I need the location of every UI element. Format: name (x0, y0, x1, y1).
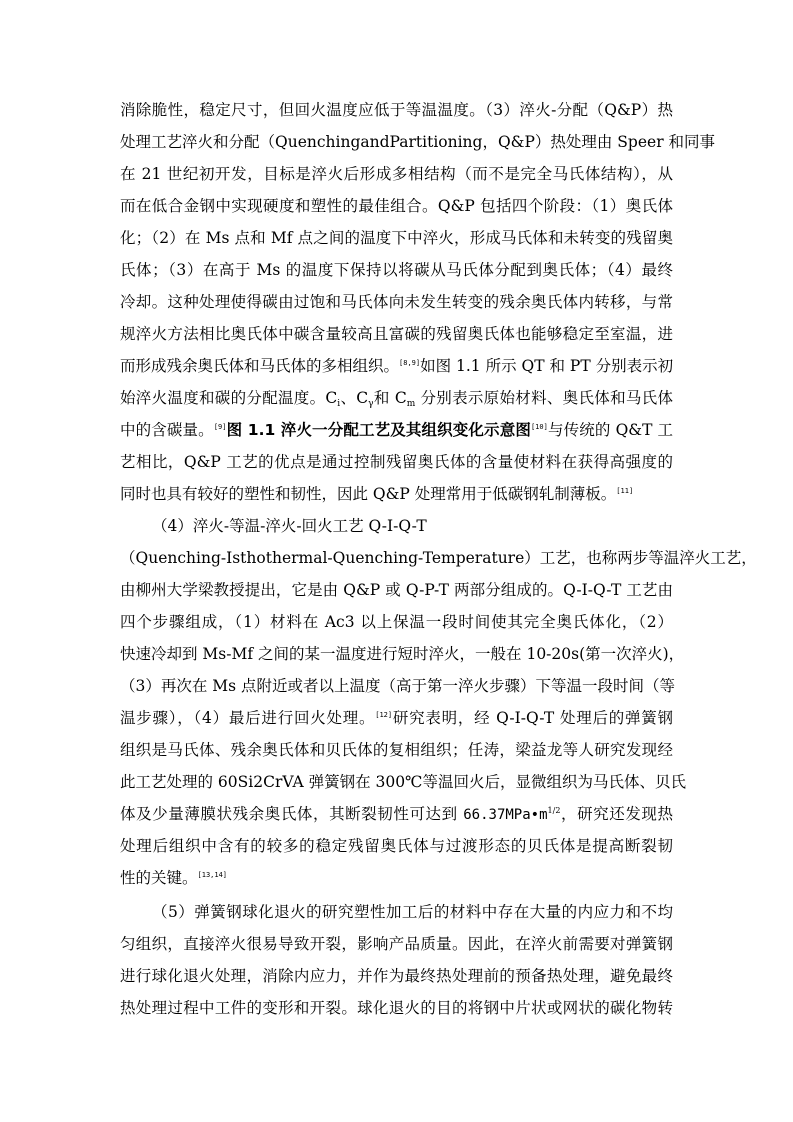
citation: [11] (616, 487, 634, 495)
superscript: 1/2 (547, 806, 561, 815)
text-line: 处理工艺淬火和分配（QuenchingandPartitioning，Q&P）热处理由 Speer 和同事 (120, 133, 716, 151)
text-line (120, 708, 673, 728)
citation: [9] (213, 423, 227, 431)
citation: [13,14] (197, 871, 228, 879)
subscript: γ (368, 399, 374, 409)
text-run: 与传统的 Q&T 工 (547, 421, 673, 439)
section-heading: （4）淬火-等温-淬火-回火工艺 Q-I-Q-T (152, 517, 427, 535)
text-line: 进行球化退火处理，消除内应力，并作为最终热处理前的预备热处理，避免最终 (120, 967, 673, 985)
text-run: 和 C (373, 389, 407, 407)
text-line: 热处理过程中工件的变形和开裂。球化退火的目的将钢中片状或网状的碳化物转 (120, 999, 673, 1017)
text-line: 快速冷却到 Ms-Mf 之间的某一温度进行短时淬火，一般在 10-20s(第一次淬火)， (120, 645, 685, 663)
text-run: 体及少量薄膜状残余奥氏体，其断裂韧性可达到 (120, 805, 464, 823)
text-line (120, 420, 673, 440)
text-line (120, 868, 673, 888)
text-line: 氏体；（3）在高于 Ms 的温度下保持以将碳从马氏体分配到奥氏体；（4）最终 (120, 261, 673, 279)
text-line: 此工艺处理的 60Si2CrVA 弹簧钢在 300℃等温回火后，显微组织为马氏体、贝氏 (120, 773, 686, 791)
text-line: 规淬火方法相比奥氏体中碳含量较高且富碳的残留奥氏体也能够稳定至室温，进 (120, 325, 673, 343)
text-run: 性的关键。 (120, 869, 198, 887)
text-line: 艺相比，Q&P 工艺的优点是通过控制残留奥氏体的含量使材料在获得高强度的 (120, 453, 673, 471)
text-line: 而在低合金钢中实现硬度和塑性的最佳组合。Q&P 包括四个阶段：（1）奥氏体 (120, 197, 673, 215)
citation: [10] (530, 423, 548, 431)
text-line (120, 804, 673, 825)
text-run: 如图 1.1 所示 QT 和 PT 分别表示初 (420, 357, 674, 375)
figure-caption: 图 1.1 淬火一分配工艺及其组织变化示意图 (226, 421, 531, 439)
text-run: 研究表明，经 Q-I-Q-T 处理后的弹簧钢 (392, 709, 673, 727)
text-line: 组织是马氏体、残余奥氏体和贝氏体的复相组织；任涛，梁益龙等人研究发现经 (120, 741, 673, 759)
text-line: 处理后组织中含有的较多的稳定残留奥氏体与过渡形态的贝氏体是提高断裂韧 (120, 837, 673, 855)
text-line: 匀组织，直接淬火很易导致开裂，影响产品质量。因此，在淬火前需要对弹簧钢 (120, 935, 673, 953)
citation: [8,9] (399, 359, 421, 367)
text-run: 中的含碳量。 (120, 421, 214, 439)
text-line: 在 21 世纪初开发，目标是淬火后形成多相结构（而不是完全马氏体结构），从 (120, 165, 673, 183)
text-line: （3）再次在 Ms 点附近或者以上温度（高于第一淬火步骤）下等温一段时间（等 (120, 677, 676, 695)
text-line: 化；（2）在 Ms 点和 Mf 点之间的温度下中淬火，形成马氏体和未转变的残留奥 (120, 229, 673, 247)
text-line (120, 484, 673, 504)
text-run: 分别表示原始材料、奥氏体和马氏体 (415, 389, 673, 407)
value-text: 66.37MPa•m (463, 807, 548, 823)
text-run: 而形成残余奥氏体和马氏体的多相组织。 (120, 357, 400, 375)
text-line: 四个步骤组成，（1）材料在 Ac3 以上保温一段时间使其完全奥氏体化，（2） (120, 613, 673, 631)
text-run: 始淬火温度和碳的分配温度。C (120, 389, 338, 407)
citation: [12] (375, 711, 393, 719)
subscript: i (337, 399, 341, 409)
text-run: 温步骤），（4）最后进行回火处理。 (120, 709, 376, 727)
text-run: ，研究还发现热 (560, 805, 673, 823)
section-heading: （5）弹簧钢球化退火的研究塑性加工后的材料中存在大量的内应力和不均 (152, 903, 673, 921)
text-line (120, 356, 673, 376)
text-line: 由柳州大学梁教授提出，它是由 Q&P 或 Q-P-T 两部分组成的。Q-I-Q-T 工艺由 (120, 581, 673, 599)
text-run: 、C (340, 389, 369, 407)
text-run: 同时也具有较好的塑性和韧性，因此 Q&P 处理常用于低碳钢轧制薄板。 (120, 485, 617, 503)
text-line: （Quenching-Isthothermal-Quenching-Temperature）工艺，也称两步等温淬火工艺， (120, 549, 757, 567)
subscript: m (406, 399, 416, 409)
text-line (120, 388, 673, 408)
text-line: 冷却。这种处理使得碳由过饱和马氏体向未发生转变的残余奥氏体内转移，与常 (120, 293, 673, 311)
text-line: 消除脆性，稳定尺寸，但回火温度应低于等温温度。（3）淬火-分配（Q&P）热 (120, 101, 673, 119)
